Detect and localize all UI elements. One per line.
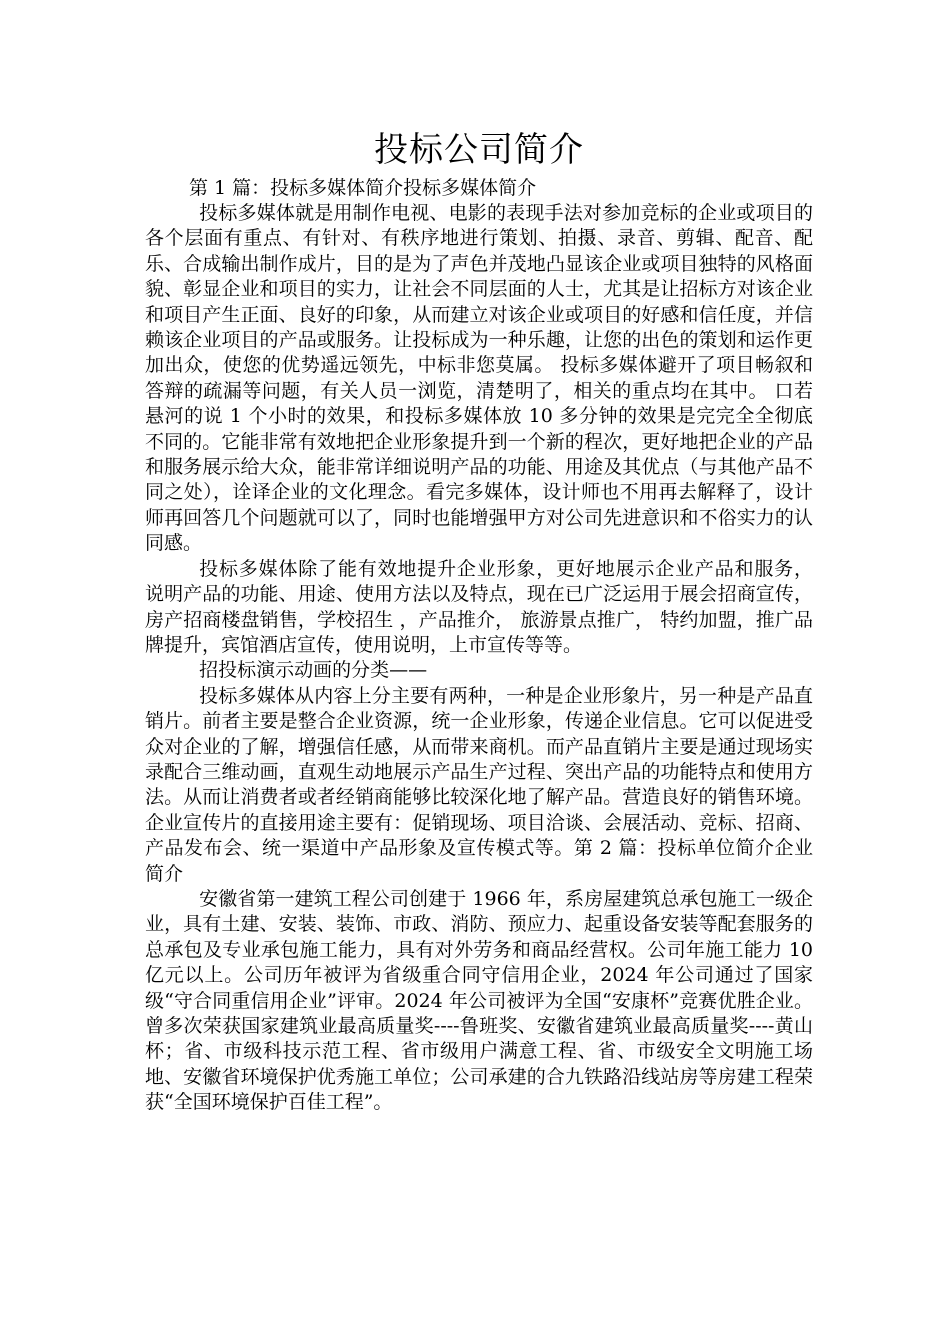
section-1-heading: 第 1 篇：投标多媒体简介投标多媒体简介 <box>189 177 537 199</box>
paragraph-company-profile: 安徽省第一建筑工程公司创建于 1966 年，系房屋建筑总承包施工一级企业，具有土建、安装、装饰、市政、消防、预应力、起重设备安装等配套服务的总承包及专业承包施工能力，具有对外劳务和商品经营权。公司年施工能力 10 亿元以上。公司历年被评为省级重合同守信用企业，2024 年公司通过了国家级“守合同重信用企业”评审。2024 年公司被评为全国“安康杯”竞赛优胜企业。曾多次荣获国家建筑业最高质量奖----鲁班奖、安徽省建筑业最高质量奖----黄山杯；省、市级科技示范工程、省市级用户满意工程、省、市级安全文明施工场地、安徽省环境保护优秀施工单位；公司承建的合九铁路沿线站房等房建工程荣获“全国环境保护百佳工程”。 <box>145 887 813 1114</box>
document-page <box>145 128 813 1116</box>
paragraph-applications: 投标多媒体除了能有效地提升企业形象，更好地展示企业产品和服务， 说明产品的功能、用途、使用方法以及特点，现在已广泛运用于展会招商宣传， 房产招商楼盘销售，学校招生 ，产品推介， 旅游景点推广， 特约加盟，推广品牌提升，宾馆酒店宣传，使用说明，上市宣传等等。 <box>145 557 813 656</box>
paragraph-classification-heading: 招投标演示动画的分类—— <box>199 659 428 682</box>
paragraph-intro: 投标多媒体就是用制作电视、电影的表现手法对参加竞标的企业或项目的各个层面有重点、有针对、有秩序地进行策划、拍摄、录音、剪辑、配音、配乐、合成输出制作成片，目的是为了声色并茂地凸显该企业或项目独特的风格面貌、彰显企业和项目的实力，让社会不同层面的人士，尤其是让招标方对该企业和项目产生正面、良好的印象，从而建立对该企业或项目的好感和信任度，并信赖该企业项目的产品或服务。让投标成为一种乐趣，让您的出色的策划和运作更加出众，使您的优势遥远领先，中标非您莫属。 投标多媒体避开了项目畅叙和答辩的疏漏等问题，有关人员一浏览，清楚明了，相关的重点均在其中。 口若悬河的说 1 个小时的效果，和投标多媒体放 10 多分钟的效果是完完全全彻底不同的。它能非常有效地把企业形象提升到一个新的程次，更好地把企业的产品和服务展示给大众，能非常详细说明产品的功能、用途及其优点（与其他产品不同之处），诠译企业的文化理念。看完多媒体，设计师也不用再去解释了，设计师再回答几个问题就可以了，同时也能增强甲方对公司先进意识和不俗实力的认同感。 <box>145 202 813 555</box>
paragraph-classification: 投标多媒体从内容上分主要有两种，一种是企业形象片，另一种是产品直销片。前者主要是整合企业资源，统一企业形象，传递企业信息。它可以促进受众对企业的了解，增强信任感，从而带来商机。而产品直销片主要是通过现场实录配合三维动画，直观生动地展示产品生产过程、突出产品的功能特点和使用方法。从而让消费者或者经销商能够比较深化地了解产品。营造良好的销售环境。企业宣传片的直接用途主要有：促销现场、项目洽谈、会展活动、竞标、招商、产品发布会、统一渠道中产品形象及宣传模式等。第 2 篇：投标单位简介企业简介 <box>145 684 813 885</box>
document-title: 投标公司简介 <box>374 130 584 170</box>
